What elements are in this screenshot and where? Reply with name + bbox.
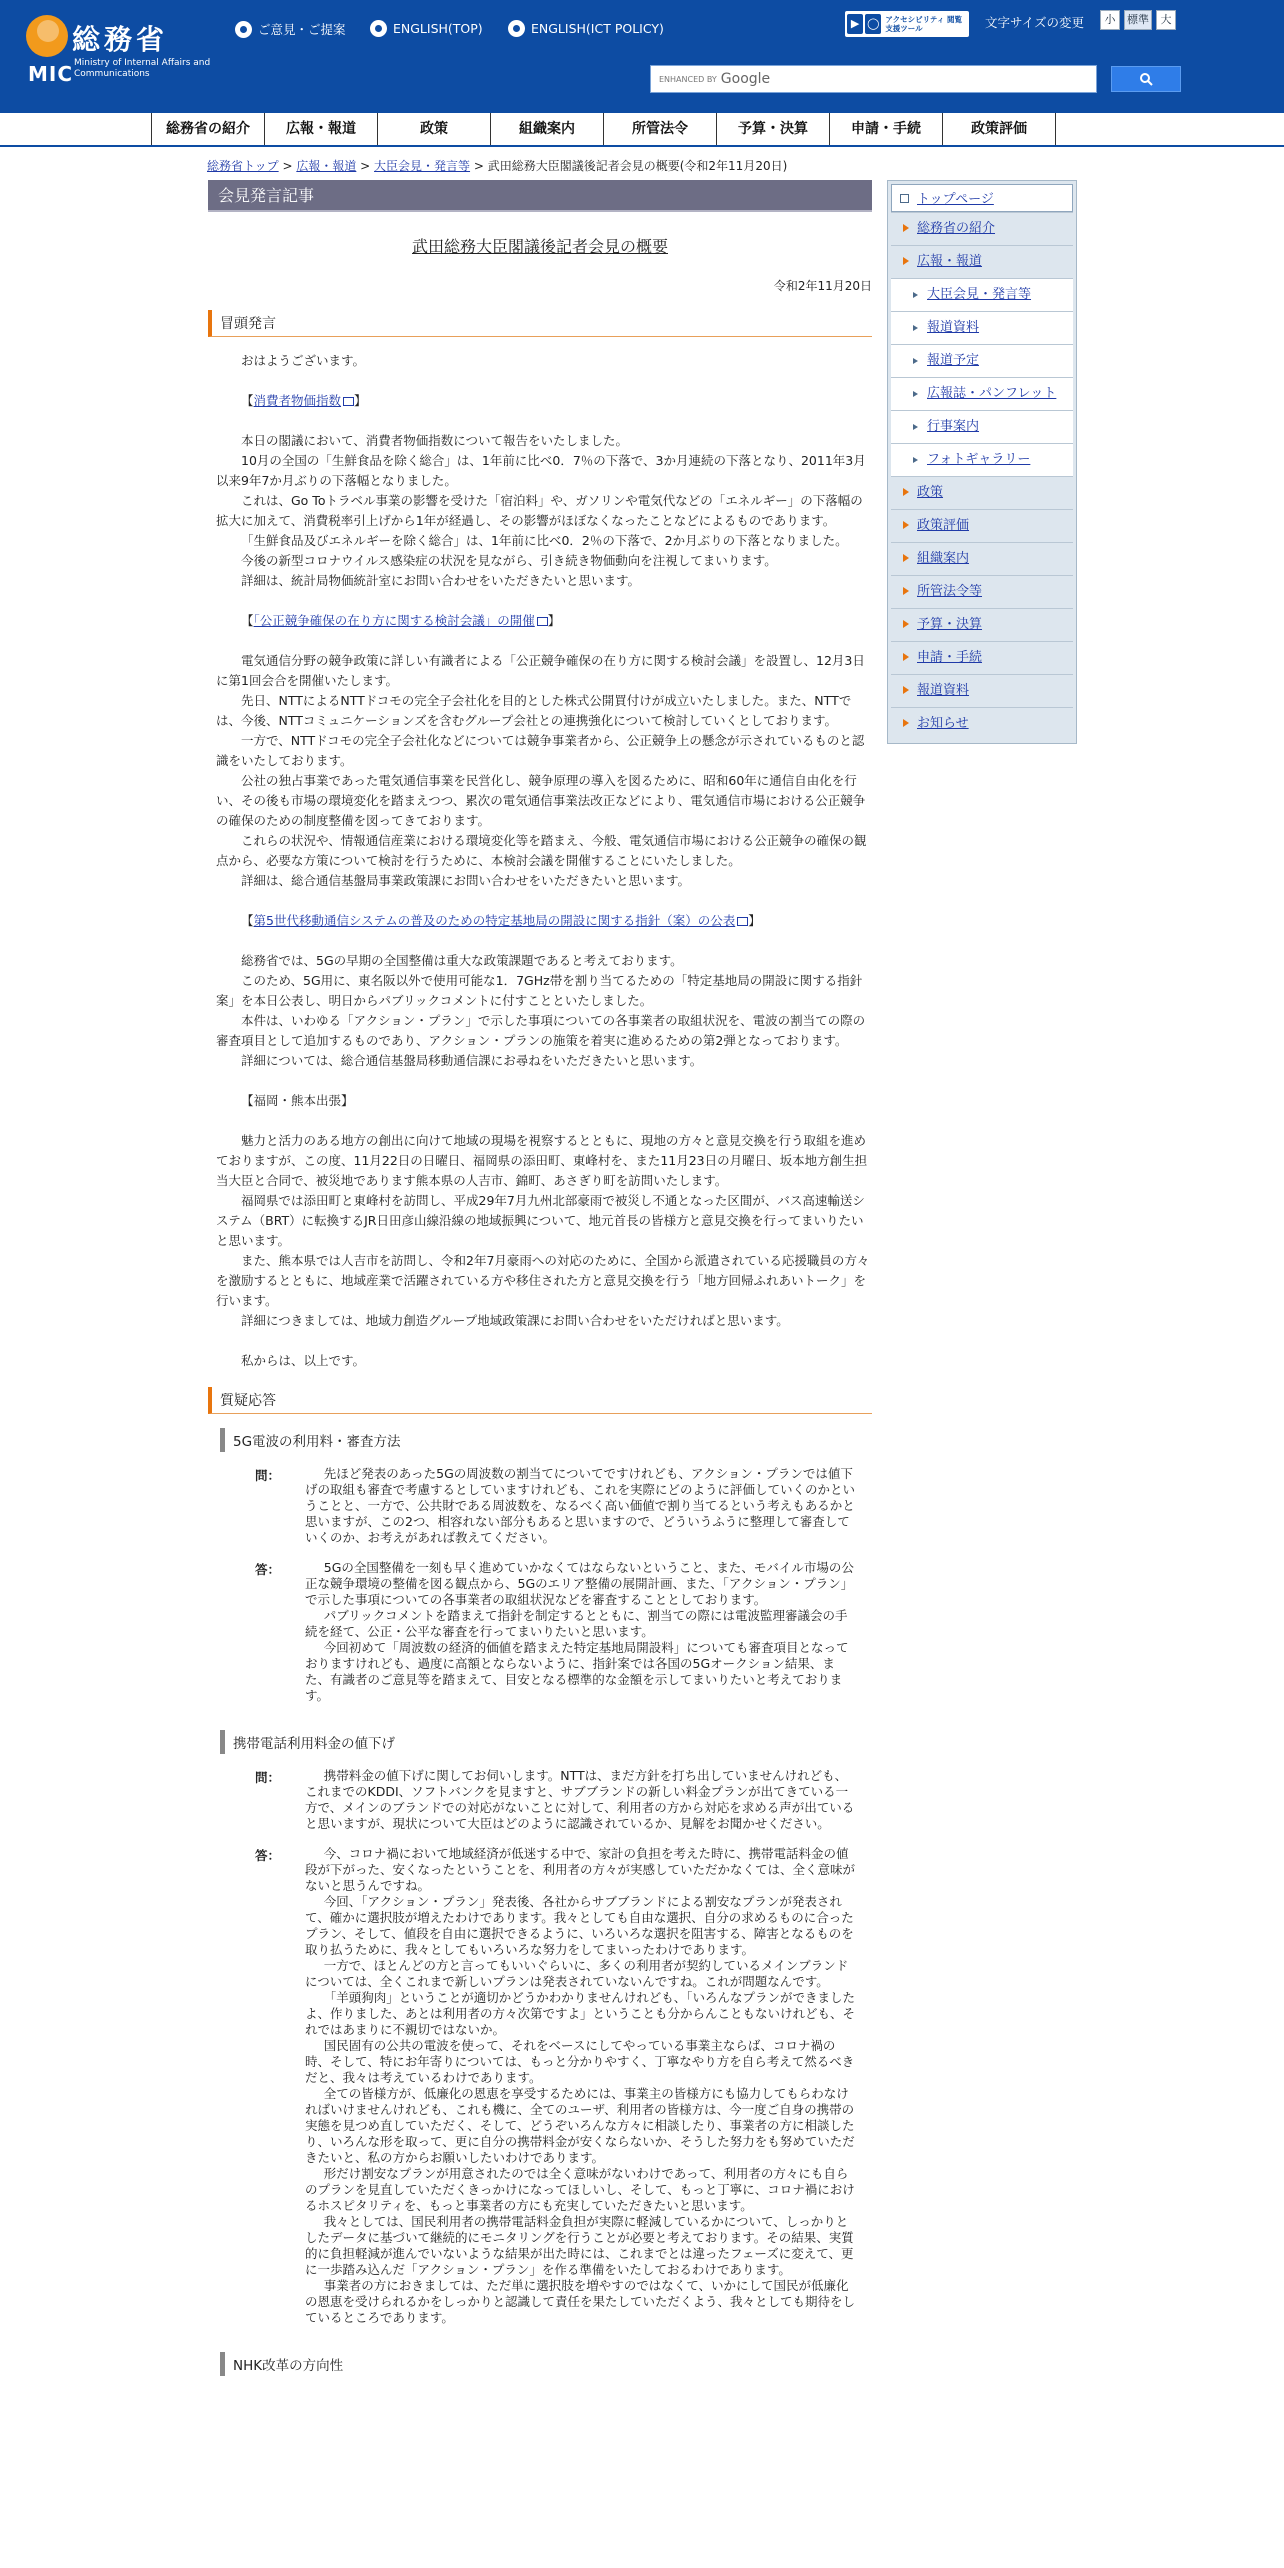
sidebar-subitem[interactable]: フォトギャラリー xyxy=(891,443,1073,476)
paragraph: 魅力と活力のある地方の創出に向けて地域の現場を視察するとともに、現地の方々と意見交換を行う取組を進めておりますが、この度、11月22日の日曜日、福岡県の添田町、東峰村を、また11月23日の月曜日、坂本地方創生担当大臣と合同で、被災地であります熊本県の人吉市、錦町、あさぎり町を訪問いたします。 xyxy=(216,1133,868,1188)
nav-item-organization[interactable]: 組織案内 xyxy=(491,113,604,145)
qa-topic: 5G電波の利用料・審査方法 xyxy=(220,1428,872,1452)
external-link-icon xyxy=(737,917,748,926)
external-link-icon xyxy=(537,617,548,626)
fontsize-label: 文字サイズの変更 xyxy=(985,15,1085,30)
heading-qa: 質疑応答 xyxy=(208,1387,872,1414)
link-fair-competition[interactable]: 「公正競争確保の在り方に関する検討会議」の開催 xyxy=(253,613,535,628)
question: 問： 携帯料金の値下げに関してお伺いします。NTTは、まだ方針を打ち出していませんけれども、これまでのKDDI、ソフトバンクを見ますと、サブブランドの新しい料金プランが出てきている一方で、メインのブランドでの対応がないことに対して、利用者の方から対応を求める声が出ていると思いますが、現状について大臣はどのように認識されているか、見解をお聞かせください。 xyxy=(255,1768,872,1832)
sidebar-item[interactable]: 報道資料 xyxy=(891,674,1073,707)
radio-icon xyxy=(235,21,252,38)
fontsize-small-button[interactable]: 小 xyxy=(1100,10,1120,30)
accessibility-tool-button[interactable]: ▶ ◯ アクセシビリティ 閲覧支援ツール xyxy=(845,11,969,37)
date: 令和2年11月20日 xyxy=(773,279,872,293)
sidebar-item[interactable]: 総務省の紹介 xyxy=(891,212,1073,245)
paragraph: おはようございます。 xyxy=(241,353,366,368)
radio-icon xyxy=(370,20,387,37)
nav-item-evaluation[interactable]: 政策評価 xyxy=(943,113,1056,145)
answer-text: 我々としては、国民利用者の携帯電話料金負担が実際に軽減しているかについて、しっかりとしたデータに基づいて継続的にモニタリングを行うことが必要と考えております。その結果、実質的に負担軽減が進んでいないような結果が出た時には、これまでとは違ったフェーズに変えて、更に一歩踏み込んだ「アクション・プラン」を作る準備をいたしておるわけであります。 xyxy=(305,2214,854,2277)
paragraph: 福岡県では添田町と東峰村を訪問し、平成29年7月九州北部豪雨で被災し不通となった区間が、バス高速輸送システム（BRT）に転換するJR日田彦山線沿線の地域振興について、地元首長の皆様方と意見交換を行ってまいりたいと思います。 xyxy=(216,1193,865,1248)
sidebar-item[interactable]: 政策 xyxy=(891,476,1073,509)
sidebar-item[interactable]: 所管法令等 xyxy=(891,575,1073,608)
paragraph: 詳細につきましては、地域力創造グループ地域政策課にお問い合わせをいただければと思います。 xyxy=(241,1313,789,1328)
search-button[interactable] xyxy=(1111,66,1181,92)
search-icon xyxy=(1139,72,1153,86)
square-icon xyxy=(900,194,909,203)
accessibility-icon: ◯ xyxy=(865,14,881,34)
page-title: 武田総務大臣閣議後記者会見の概要 xyxy=(411,237,668,256)
question-text: 先ほど発表のあった5Gの周波数の割当てについてですけれども、アクション・プランでは値下げの取組も審査で考慮するとしていますけれども、これを実際にどのように評価していくのかということと、一方で、公共財である周波数を、なるべく高い価値で割り当てるという考えもあるかと思いますが、この2つ、相容れない部分もあると思いますので、どういうふうに整理して審査していくのか、お考えがあれば教えてください。 xyxy=(305,1466,856,1545)
question-text: 携帯料金の値下げに関してお伺いします。NTTは、まだ方針を打ち出していませんけれども、これまでのKDDI、ソフトバンクを見ますと、サブブランドの新しい料金プランが出てきている一方で、メインのブランドでの対応がないことに対して、利用者の方から対応を求める声が出ていると思いますが、現状について大臣はどのように認識されているか、見解をお聞かせください。 xyxy=(305,1768,855,1831)
sidebar-item[interactable]: 政策評価 xyxy=(891,509,1073,542)
breadcrumb-link[interactable]: 総務省トップ xyxy=(207,159,279,173)
sidebar-item[interactable]: 広報・報道 xyxy=(891,245,1073,278)
radio-icon xyxy=(508,20,525,37)
sidebar-subitem[interactable]: 報道資料 xyxy=(891,311,1073,344)
section-title: 会見発言記事 xyxy=(208,180,872,212)
external-link-icon xyxy=(343,397,354,406)
paragraph: 私からは、以上です。 xyxy=(241,1353,366,1368)
paragraph: 詳細については、総合通信基盤局移動通信課にお尋ねをいただきたいと思います。 xyxy=(241,1053,703,1068)
sidebar-list xyxy=(891,212,1073,740)
answer-text: パブリックコメントを踏まえて指針を制定するとともに、割当ての際には電波監理審議会の手続を経て、公正・公平な審査を行ってまいりたいと思います。 xyxy=(305,1608,848,1639)
paragraph: 「生鮮食品及びエネルギーを除く総合」は、1年前に比べ0．2％の下落で、2か月ぶりの下落となりました。 xyxy=(241,533,848,548)
sidebar-item[interactable]: お知らせ xyxy=(891,707,1073,740)
answer-text: 形だけ割安なプランが用意されたのでは全く意味がないわけであって、利用者の方々にも自らのプランを見直していただくきっかけになってほしいし、そして、もっと丁寧に、コロナ禍におけるホスピタリティを、もっと事業者の方にも充実していただきたいと思います。 xyxy=(305,2166,855,2213)
main-content xyxy=(208,180,872,2376)
nav-item-pr[interactable]: 広報・報道 xyxy=(265,113,378,145)
search-input[interactable]: ENHANCED BY Google xyxy=(650,65,1097,93)
answer: 答： 5Gの全国整備を一刻も早く進めていかなくてはならないということ、また、モバイル市場の公正な競争環境の整備を図る観点から、5Gのエリア整備の展開計画、また、「アクション・プラン」で示した事項についての各事業者の取組状況などを審査することとしております。 パブリックコメントを踏まえて指針を制定するとともに、割当ての際には電波監理審議会の手続を経て、公正・公平な審査を行ってまいりたいと思います。 今回初めて「周波数の経済的価値を踏まえた特定基地局開設料」についても審査項目となっておりますけれども、過度に高額とならないように、指針案では各国の5Gオークション結果、また、有識者のご意見等を踏まえて、目安となる標準的な金額を示してまいりたいと考えております。 xyxy=(255,1560,872,1704)
nav-item-budget[interactable]: 予算・決算 xyxy=(717,113,830,145)
paragraph: 詳細は、総合通信基盤局事業政策課にお問い合わせをいただきたいと思います。 xyxy=(241,873,691,888)
fontsize-large-button[interactable]: 大 xyxy=(1156,10,1176,30)
global-nav xyxy=(0,113,1284,147)
mic-logo-icon[interactable] xyxy=(26,15,68,57)
breadcrumb-link[interactable]: 広報・報道 xyxy=(296,159,357,173)
sidebar-subitem[interactable]: 報道予定 xyxy=(891,344,1073,377)
paragraph: また、熊本県では人吉市を訪問し、令和2年7月豪雨への対応のために、全国から派遣されている応援職員の方々を激励するとともに、地域産業で活躍されている方や移住された方と意見交換を行う「地方回帰ふれあいトーク」を行います。 xyxy=(216,1253,870,1308)
sidebar-item-top[interactable]: トップページ xyxy=(917,192,994,207)
paragraph: 公社の独占事業であった電気通信事業を民営化し、競争原理の導入を図るために、昭和60年に通信自由化を行い、その後も市場の環境変化を踏まえつつ、累次の電気通信事業法改正などにより、電気通信市場における公正競争の確保のための制度整備を図ってきております。 xyxy=(216,773,866,828)
answer-text: 「羊頭狗肉」ということが適切かどうかわかりませんけれども、「いろんなプランができましたよ、作りました、あとは利用者の方々次第ですよ」ということも分からんこともないけれども、それではあまりに不親切ではないか。 xyxy=(305,1990,856,2037)
nav-item-about[interactable]: 総務省の紹介 xyxy=(152,113,265,145)
sidebar-subitem[interactable]: 大臣会見・発言等 xyxy=(891,278,1073,311)
paragraph: 10月の全国の「生鮮食品を除く総合」は、1年前に比べ0．7％の下落で、3か月連続の下落となり、2011年3月以来9年7か月ぶりの下落幅となりました。 xyxy=(216,453,866,488)
breadcrumb: 総務省トップ > 広報・報道 > 大臣会見・発言等 > 武田総務大臣閣議後記者会見の概要(令和2年11月20日) xyxy=(207,159,788,173)
sidebar-top xyxy=(891,184,1073,212)
link-english-top[interactable]: ENGLISH(TOP) xyxy=(370,20,483,37)
paragraph: 先日、NTTによるNTTドコモの完全子会社化を目的とした株式公開買付けが成立いたしました。また、NTTでは、今後、NTTコミュニケーションズを含むグループ会社との連携強化について検討していくとしております。 xyxy=(216,693,852,728)
answer-text: 全ての皆様方が、低廉化の恩恵を享受するためには、事業主の皆様方にも協力してもらわなければいけませんけれども、これも機に、全てのユーザ、利用者の皆様方は、今一度ご自身の携帯の実態を見つめ直していただく、そして、どうぞいろんな方々に相談したり、事業者の方に相談したり、いろんな形を取って、更に自分の携帯料金が安くならないか、そうした努力をも努めていただきたいと、私の方からお願いしたいわけであります。 xyxy=(305,2086,855,2165)
answer-text: 今回初めて「周波数の経済的価値を踏まえた特定基地局開設料」についても審査項目となっておりますけれども、過度に高額とならないように、指針案では各国の5Gオークション結果、また、有識者のご意見等を踏まえて、目安となる標準的な金額を示してまいりたいと考えております。 xyxy=(305,1640,849,1703)
answer-text: 国民固有の公共の電波を使って、それをベースにしてやっている事業主ならば、コロナ禍の時、そして、特にお年寄りについては、もっと分かりやすく、丁寧なやり方を自ら考えて然るべきだと、我々は考えているわけであります。 xyxy=(305,2038,855,2085)
paragraph: 本日の閣議において、消費者物価指数について報告をいたしました。 xyxy=(241,433,629,448)
logo-title[interactable]: 総務省 xyxy=(72,23,169,56)
sidebar-subitem[interactable]: 行事案内 xyxy=(891,410,1073,443)
paragraph: 総務省では、5Gの早期の全国整備は重大な政策課題であると考えております。 xyxy=(241,953,683,968)
nav-item-laws[interactable]: 所管法令 xyxy=(604,113,717,145)
logo-english: Ministry of Internal Affairs and Communications xyxy=(74,58,211,79)
sidebar-item[interactable]: 申請・手続 xyxy=(891,641,1073,674)
paragraph: 本件は、いわゆる「アクション・プラン」で示した事項についての各事業者の取組状況を、電波の割当ての際の審査項目として追加するものであり、アクション・プランの施策を着実に進めるための第2弾となっております。 xyxy=(216,1013,866,1048)
link-5g-guideline[interactable]: 第5世代移動通信システムの普及のための特定基地局の開設に関する指針（案）の公表 xyxy=(253,913,736,928)
link-opinion[interactable]: ご意見・ご提案 xyxy=(235,20,346,38)
link-english-ict[interactable]: ENGLISH(ICT POLICY) xyxy=(508,20,664,37)
fontsize-standard-button[interactable]: 標準 xyxy=(1124,10,1152,30)
paragraph: 詳細は、統計局物価統計室にお問い合わせをいただきたいと思います。 xyxy=(241,573,641,588)
breadcrumb-current: 武田総務大臣閣議後記者会見の概要(令和2年11月20日) xyxy=(487,159,788,173)
logo-mic: MIC xyxy=(28,62,74,86)
heading-opening: 冒頭発言 xyxy=(208,310,872,337)
paragraph: これらの状況や、情報通信産業における環境変化等を踏まえ、今般、電気通信市場における公正競争の確保の観点から、必要な方策について検討を行うために、本検討会議を開催することにいたしました。 xyxy=(216,833,867,868)
paragraph: 一方で、NTTドコモの完全子会社化などについては競争事業者から、公正競争上の懸念が示されているものと認識をいたしております。 xyxy=(216,733,865,768)
qa-topic: 携帯電話利用料金の値下げ xyxy=(220,1730,872,1754)
opening-body: おはようございます。 【消費者物価指数 】 本日の閣議において、消費者物価指数について報告をいたしました。 10月の全国の「生鮮食品を除く総合」は、1年前に比べ0．7％の下落で、3か月連続の下落となり、2011年3月以来9年7か月ぶりの下落幅となりました。 これは、Go Toトラベル事業の影響を受けた「宿泊料」や、ガソリンや電気代などの「エネルギー」の下落幅の拡大に加えて、消費税率引上げから1年が経過し、その影響がほぼなくなったことなどによるものであります。 「生鮮食品及びエネルギーを除く総合」は、1年前に比べ0．2％の下落で、2か月ぶりの下落となりました。 今後の新型コロナウイルス感染症の状況を見ながら、引き続き物価動向を注視してまいります。 詳細は、統計局物価統計室にお問い合わせをいただきたいと思います。 【「公正競争確保の在り方に関する検討会議」の開催 】 電気通信分野の競争政策に詳しい有識者による「公正競争確保の在り方に関する検討会議」を設置し、12月3日に第1回会合を開催いたします。 先日、NTTによるNTTドコモの完全子会社化を目的とした株式公開買付けが成立いたしました。また、NTTでは、今後、NTTコミュニケーションズを含むグループ会社との連携強化について検討していくとしております。 一方で、NTTドコモの完全子会社化などについては競争事業者から、公正競争上の懸念が示されているものと認識をいたしております。 公社の独占事業であった電気通信事業を民営化し、競争原理の導入を図るために、昭和60年に通信自由化を行い、その後も市場の環境変化を踏まえつつ、累次の電気通信事業法改正などにより、電気通信市場における公正競争の確保のための制度整備を図ってきております。 これらの状況や、情報通信産業における環境変化等を踏まえ、今般、電気通信市場における公正競争の確保の観点から、必要な方策について検討を行うために、本検討会議を開催することにいたしました。 詳細は、総合通信基盤局事業政策課にお問い合わせをいただきたいと思います。 【第5世代移動通信システムの普及のための特定基地局の開設に関する指針（案）の公表 】 総務省では、5Gの早期の全国整備は重大な政策課題であると考えております。 このため、5G用に、東名阪以外で使用可能な1．7GHz帯を割り当てるための「特定基地局の開設に関する指針案」を本日公表し、明日からパブリックコメントに付すことといたしました。 本件は、いわゆる「アクション・プラン」で示した事項についての各事業者の取組状況を、電波の割当ての際の審査項目として追加するものであり、アクション・プランの施策を着実に進めるための第2弾となっております。 詳細については、総合通信基盤局移動通信課にお尋ねをいただきたいと思います。 【福岡・熊本出張】 魅力と活力のある地方の創出に向けて地域の現場を視察するとともに、現地の方々と意見交換を行う取組を進めておりますが、この度、11月22日の日曜日、福岡県の添田町、東峰村を、また11月23日の月曜日、坂本地方創生担当大臣と合同で、被災地であります熊本県の人吉市、錦町、あさぎり町を訪問いたします。 福岡県では添田町と東峰村を訪問し、平成29年7月九州北部豪雨で被災し不通となった区間が、バス高速輸送システム（BRT）に転換するJR日田彦山線沿線の地域振興について、地元首長の皆様方と意見交換を行ってまいりたいと思います。 また、熊本県では人吉市を訪問し、令和2年7月豪雨への対応のために、全国から派遣されている応援職員の方々を激励するとともに、地域産業で活躍されている方や移住された方と意見交換を行う「地方回帰ふれあいトーク」を行います。 詳細につきましては、地域力創造グループ地域政策課にお問い合わせをいただければと思います。 私からは、以上です。 xyxy=(208,351,872,1371)
qa-topic: NHK改革の方向性 xyxy=(220,2352,872,2376)
answer-text: 5Gの全国整備を一刻も早く進めていかなくてはならないということ、また、モバイル市場の公正な競争環境の整備を図る観点から、5Gのエリア整備の展開計画、また、「アクション・プラン」で示した事項についての各事業者の取組状況などを審査することとしております。 xyxy=(305,1560,854,1607)
sidebar-item[interactable]: 予算・決算 xyxy=(891,608,1073,641)
answer-text: 今回、「アクション・プラン」発表後、各社からサブブランドによる割安なプランが発表されて、確かに選択肢が増えたわけであります。我々としても自由な選択、自分の求めるものに合ったプラン、そして、値段を自由に選択できるように、いろいろな選択を阻害する、障害となるものを取り払うために、我々としてもいろいろな努力をしてまいったわけであります。 xyxy=(305,1894,854,1957)
paragraph: これは、Go Toトラベル事業の影響を受けた「宿泊料」や、ガソリンや電気代などの「エネルギー」の下落幅の拡大に加えて、消費税率引上げから1年が経過し、その影響がほぼなくなったことなどによるものであります。 xyxy=(216,493,863,528)
answer-text: 一方で、ほとんどの方と言ってもいいぐらいに、多くの利用者が契約しているメインブランドについては、全くこれまで新しいプランは発表されていないんですね。これが問題なんです。 xyxy=(305,1958,849,1989)
paragraph: 今後の新型コロナウイルス感染症の状況を見ながら、引き続き物価動向を注視してまいります。 xyxy=(241,553,777,568)
sidebar-item[interactable]: 組織案内 xyxy=(891,542,1073,575)
sidebar-subitem[interactable]: 広報誌・パンフレット xyxy=(891,377,1073,410)
speaker-icon: ▶ xyxy=(847,14,863,34)
answer-text: 事業者の方におきましては、ただ単に選択肢を増やすのではなくて、いかにして国民が低廉化の恩恵を受けられるかをしっかりと認識して責任を果たしていただくよう、我々としても期待をしているところであります。 xyxy=(305,2278,856,2325)
answer: 答： 今、コロナ禍において地域経済が低迷する中で、家計の負担を考えた時に、携帯電話料金の値段が下がった、安くなったということを、利用者の方々が実感していただかなくては、全く意味がないと思うんですね。 今回、「アクション・プラン」発表後、各社からサブブランドによる割安なプランが発表されて、確かに選択肢が増えたわけであります。我々としても自由な選択、自分の求めるものに合ったプラン、そして、値段を自由に選択できるように、いろいろな選択を阻害する、障害となるものを取り払うために、我々としてもいろいろな努力をしてまいったわけであります。 一方で、ほとんどの方と言ってもいいぐらいに、多くの利用者が契約しているメインブランドについては、全くこれまで新しいプランは発表されていないんですね。これが問題なんです。 「羊頭狗肉」ということが適切かどうかわかりませんけれども、「いろんなプランができましたよ、作りました、あとは利用者の方々次第ですよ」ということも分からんこともないけれども、それではあまりに不親切ではないか。 国民固有の公共の電波を使って、それをベースにしてやっている事業主ならば、コロナ禍の時、そして、特にお年寄りについては、もっと分かりやすく、丁寧なやり方を自ら考えて然るべきだと、我々は考えているわけであります。 全ての皆様方が、低廉化の恩恵を享受するためには、事業主の皆様方にも協力してもらわなければいけませんけれども、これも機に、全てのユーザ、利用者の皆様方は、今一度ご自身の携帯の実態を見つめ直していただく、そして、どうぞいろんな方々に相談したり、事業者の方に相談したり、いろんな形を取って、更に自分の携帯料金が安くならないか、そうした努力をも努めていただきたいと、私の方からお願いしたいわけであります。 形だけ割安なプランが用意されたのでは全く意味がないわけであって、利用者の方々にも自らのプランを見直していただくきっかけになってほしいし、そして、もっと丁寧に、コロナ禍におけるホスピタリティを、もっと事業者の方にも充実していただきたいと思います。 我々としては、国民利用者の携帯電話料金負担が実際に軽減しているかについて、しっかりとしたデータに基づいて継続的にモニタリングを行うことが必要と考えております。その結果、実質的に負担軽減が進んでいないような結果が出た時には、これまでとは違ったフェーズに変えて、更に一歩踏み込んだ「アクション・プラン」を作る準備をいたしておるわけであります。 事業者の方におきましては、ただ単に選択肢を増やすのではなくて、いかにして国民が低廉化の恩恵を受けられるかをしっかりと認識して責任を果たしていただくよう、我々としても期待をしているところであります。 xyxy=(255,1846,856,2325)
site-header xyxy=(0,0,1284,113)
breadcrumb-link[interactable]: 大臣会見・発言等 xyxy=(374,159,471,173)
sidebar xyxy=(887,180,1077,744)
question: 問： 先ほど発表のあった5Gの周波数の割当てについてですけれども、アクション・プランでは値下げの取組も審査で考慮するとしていますけれども、これを実際にどのように評価していくのかということと、一方で、公共財である周波数を、なるべく高い価値で割り当てるという考えもあるかと思いますが、この2つ、相容れない部分もあると思いますので、どういうふうに整理して審査していくのか、お考えがあれば教えてください。 xyxy=(255,1466,856,1545)
paragraph: 電気通信分野の競争政策に詳しい有識者による「公正競争確保の在り方に関する検討会議」を設置し、12月3日に第1回会合を開催いたします。 xyxy=(216,653,865,688)
nav-item-policy[interactable]: 政策 xyxy=(378,113,491,145)
answer-text: 今、コロナ禍において地域経済が低迷する中で、家計の負担を考えた時に、携帯電話料金の値段が下がった、安くなったということを、利用者の方々が実感していただかなくては、全く意味がないと思うんですね。 xyxy=(305,1846,856,1893)
heading-trip: 【福岡・熊本出張】 xyxy=(241,1093,354,1108)
link-cpi[interactable]: 消費者物価指数 xyxy=(253,393,342,408)
nav-item-procedures[interactable]: 申請・手続 xyxy=(830,113,943,145)
paragraph: このため、5G用に、東名阪以外で使用可能な1．7GHz帯を割り当てるための「特定基地局の開設に関する指針案」を本日公表し、明日からパブリックコメントに付すことといたしました。 xyxy=(216,973,863,1008)
